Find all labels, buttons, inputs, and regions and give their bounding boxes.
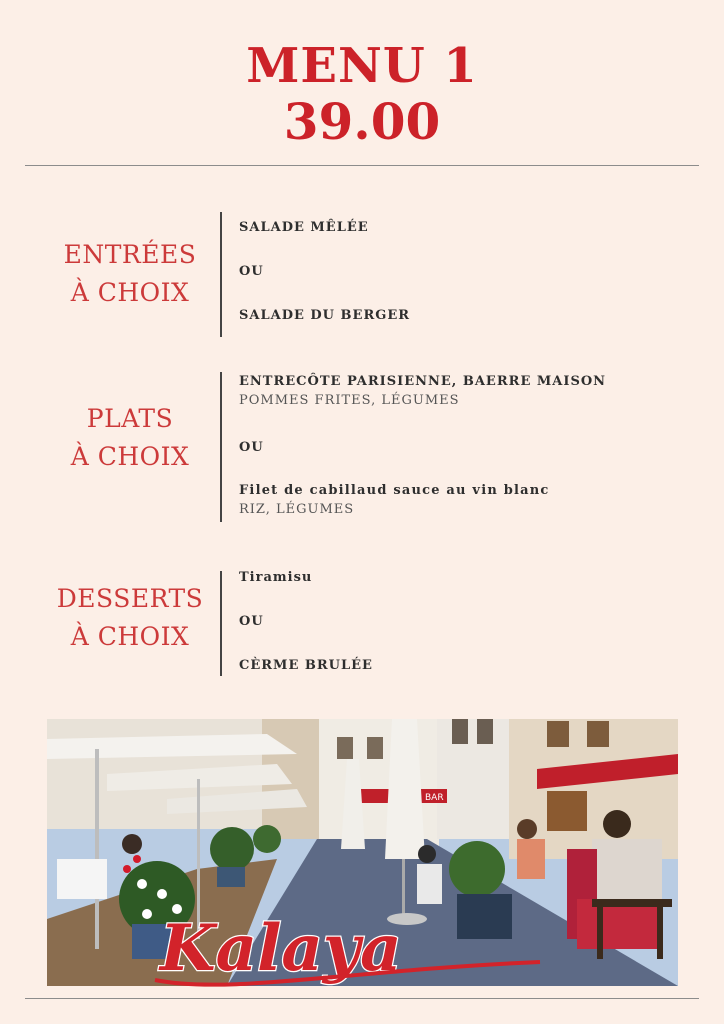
category-line2: À CHOIX bbox=[70, 278, 190, 307]
sign-bar: BAR bbox=[425, 793, 444, 803]
section-divider bbox=[220, 372, 222, 522]
item-name: SALADE MÊLÉE bbox=[239, 220, 369, 235]
menu-item bbox=[239, 570, 312, 585]
menu-name: MENU 1 bbox=[246, 38, 478, 94]
or-label: OU bbox=[239, 264, 264, 279]
item-name: SALADE DU BERGER bbox=[239, 308, 411, 323]
top-divider bbox=[25, 165, 699, 166]
item-name: Tiramisu bbox=[239, 570, 313, 585]
item-name: Filet de cabillaud sauce au vin blanc bbox=[239, 483, 550, 498]
menu-item bbox=[239, 483, 550, 517]
menu-title bbox=[0, 38, 724, 150]
menu-item bbox=[239, 658, 373, 673]
category-desserts bbox=[40, 580, 220, 656]
item-name: CÈRME BRULÉE bbox=[239, 658, 373, 673]
kalaya-logo bbox=[150, 900, 550, 1000]
item-name: ENTRECÔTE PARISIENNE, BAERRE MAISON bbox=[239, 374, 607, 389]
kalaya-logo-text: Kalaya bbox=[160, 911, 402, 986]
section-divider bbox=[220, 571, 222, 676]
item-sides: POMMES FRITES, LÉGUMES bbox=[239, 393, 460, 408]
menu-item bbox=[239, 220, 369, 235]
item-sides: RIZ, LÉGUMES bbox=[239, 502, 355, 517]
or-label: OU bbox=[239, 614, 264, 629]
menu-item bbox=[239, 374, 606, 408]
or-label: OU bbox=[239, 440, 264, 455]
section-divider bbox=[220, 212, 222, 337]
category-line2: À CHOIX bbox=[70, 622, 190, 651]
menu-item bbox=[239, 308, 410, 323]
bottom-divider bbox=[25, 998, 699, 999]
category-line1: DESSERTS bbox=[56, 584, 204, 613]
category-line2: À CHOIX bbox=[70, 442, 190, 471]
category-plats bbox=[40, 400, 220, 476]
category-entrees bbox=[40, 236, 220, 312]
category-line1: PLATS bbox=[86, 404, 174, 433]
category-line1: ENTRÉES bbox=[63, 240, 197, 269]
menu-price: 39.00 bbox=[283, 92, 441, 151]
